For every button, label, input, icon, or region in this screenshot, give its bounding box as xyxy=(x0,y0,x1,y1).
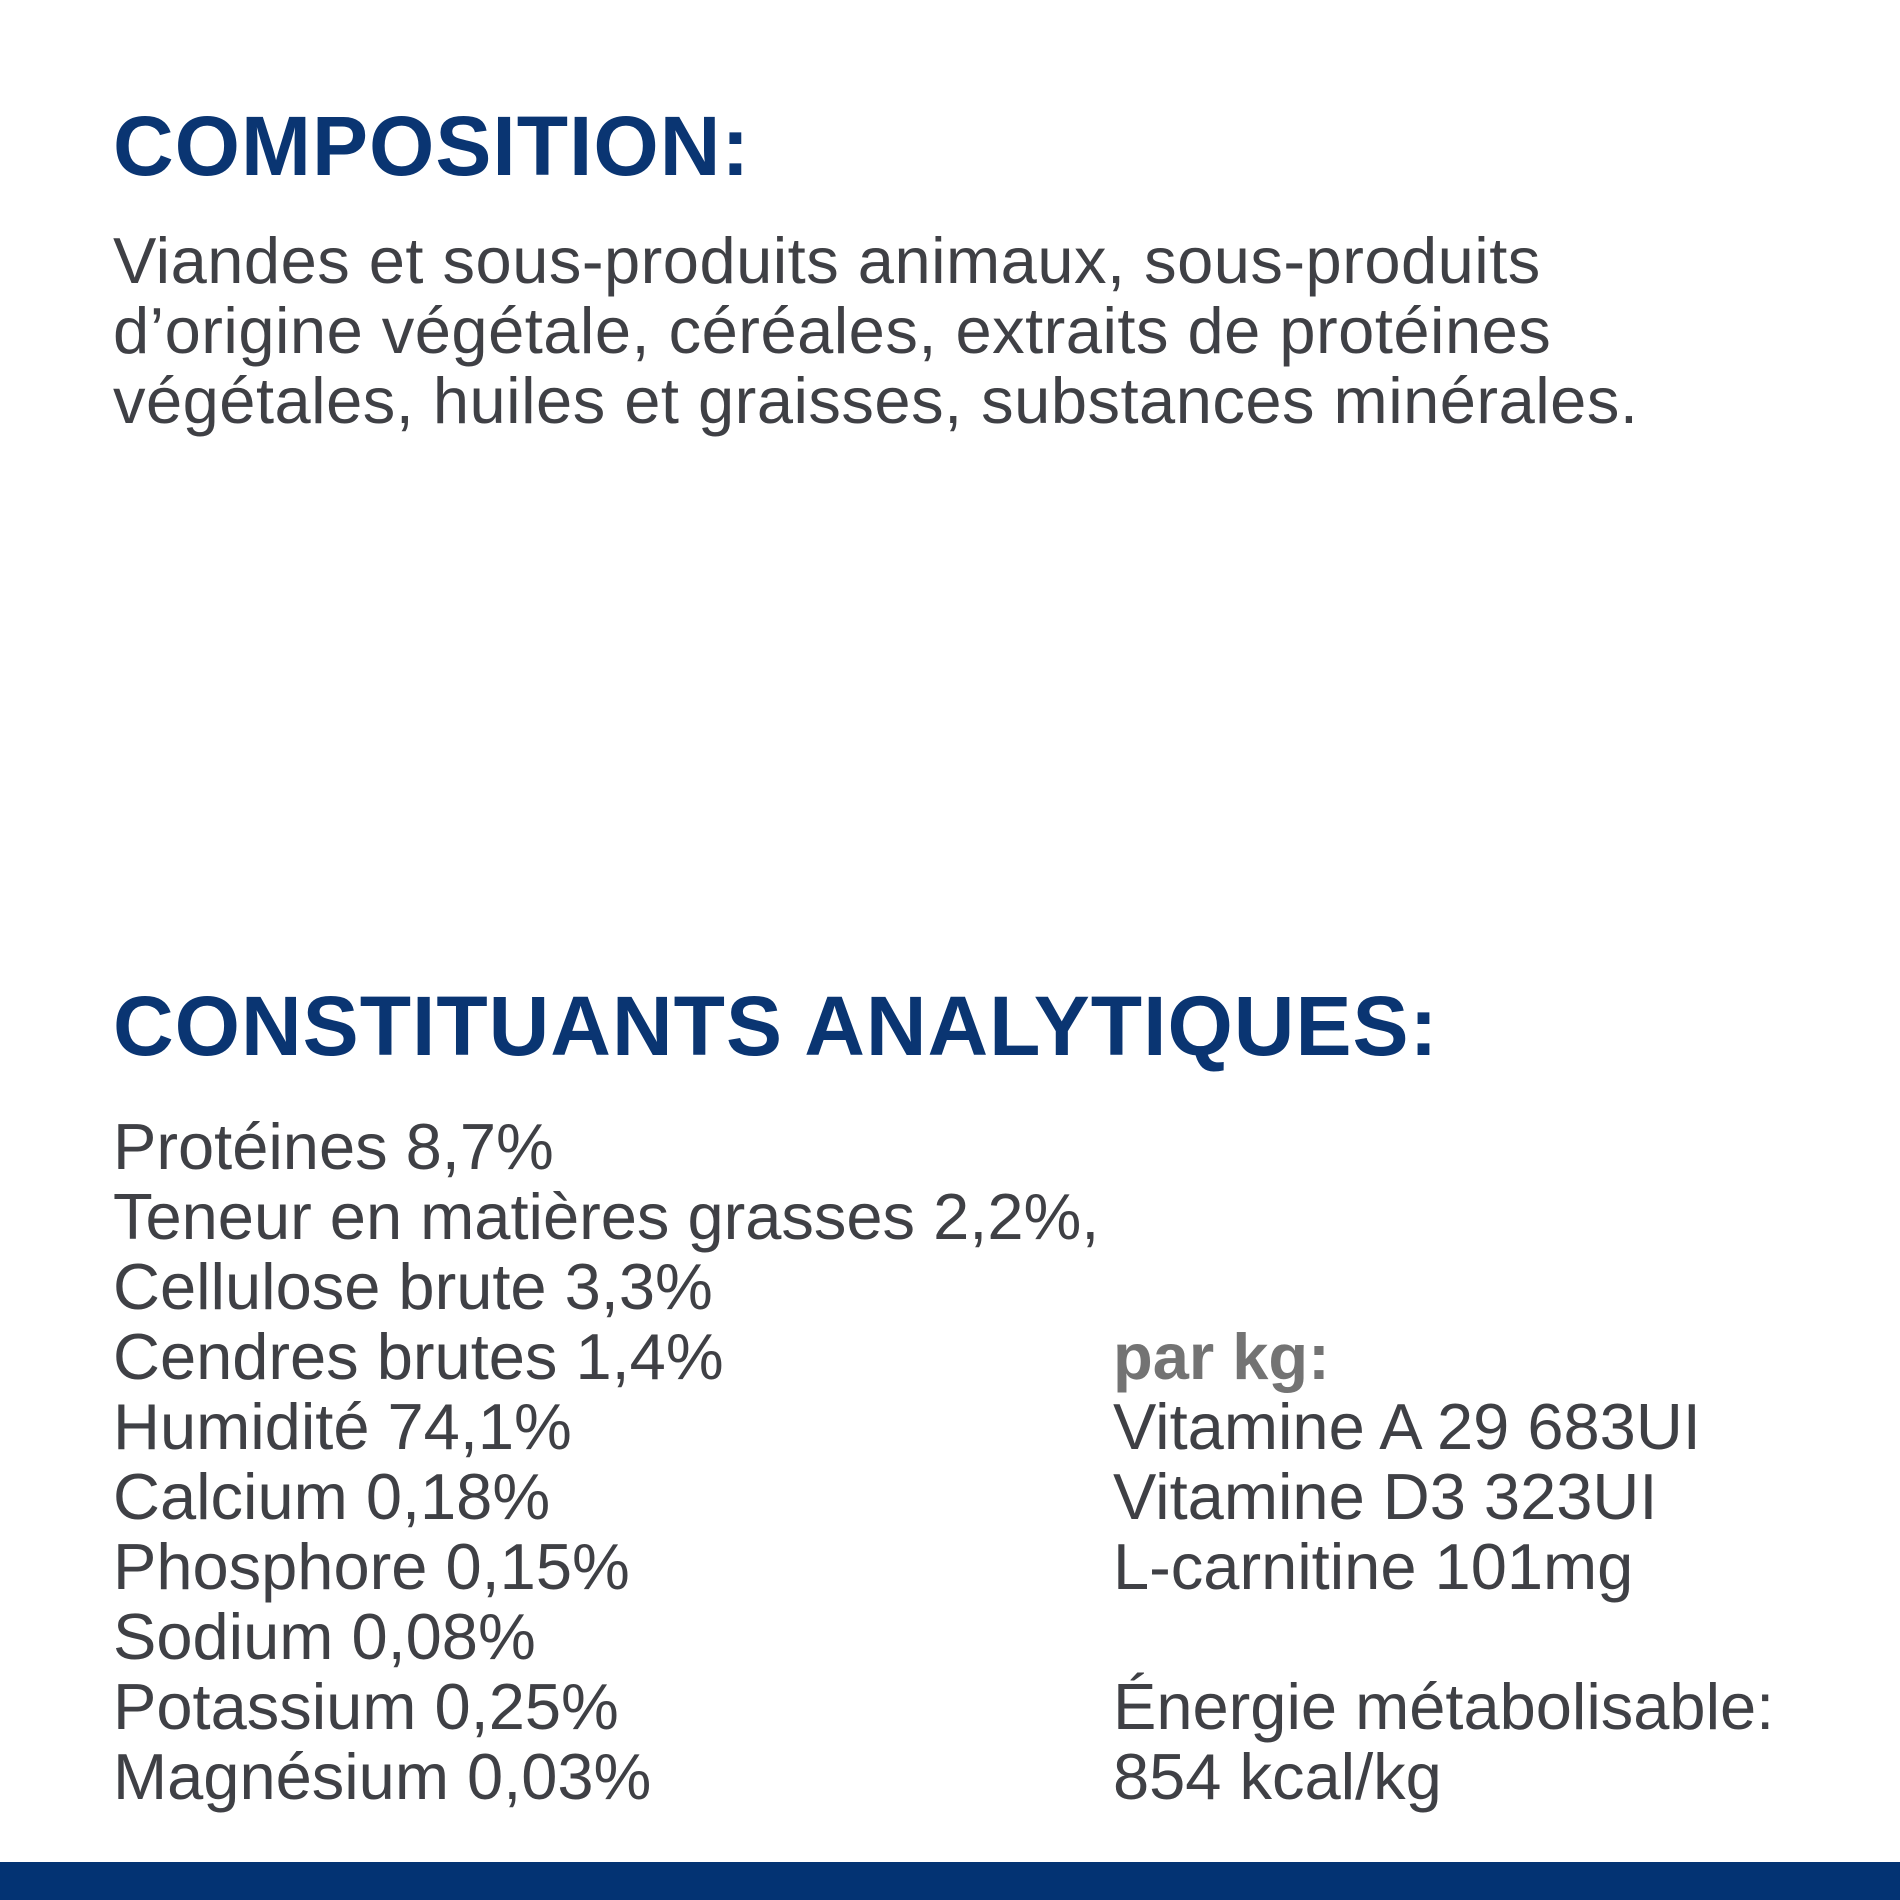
constituent-item: Teneur en matières grasses 2,2%, xyxy=(113,1180,1100,1253)
constituent-item: Cendres brutes 1,4% xyxy=(113,1320,724,1393)
per-kg-item: L-carnitine 101mg xyxy=(1113,1530,1634,1603)
spacer xyxy=(1113,1602,1774,1672)
per-kg-item: Vitamine D3 323UI xyxy=(1113,1460,1658,1533)
constituent-item: Protéines 8,7% xyxy=(113,1110,554,1183)
constituent-item: Calcium 0,18% xyxy=(113,1460,551,1533)
constituent-item: Phosphore 0,15% xyxy=(113,1530,630,1603)
per-kg-item: Vitamine A 29 683UI xyxy=(1113,1390,1701,1463)
per-kg-block xyxy=(1113,1322,1774,1812)
energy-value: 854 kcal/kg xyxy=(1113,1740,1442,1813)
composition-line: d’origine végétale, céréales, extraits de protéines xyxy=(113,294,1552,367)
analytical-constituents-heading: CONSTITUANTS ANALYTIQUES: xyxy=(113,979,1439,1073)
constituent-item: Magnésium 0,03% xyxy=(113,1740,652,1813)
analytical-constituents-list xyxy=(113,1112,1099,1812)
footer-bar xyxy=(0,1862,1900,1900)
energy-label: Énergie métabolisable: xyxy=(1113,1670,1775,1743)
composition-line: Viandes et sous-produits animaux, sous-produits xyxy=(113,224,1541,297)
constituent-item: Potassium 0,25% xyxy=(113,1670,619,1743)
composition-line: végétales, huiles et graisses, substances minérales. xyxy=(113,364,1639,437)
composition-heading: COMPOSITION: xyxy=(113,99,751,193)
constituent-item: Cellulose brute 3,3% xyxy=(113,1250,713,1323)
composition-text xyxy=(113,226,1638,436)
constituent-item: Sodium 0,08% xyxy=(113,1600,536,1673)
constituent-item: Humidité 74,1% xyxy=(113,1390,572,1463)
per-kg-label: par kg: xyxy=(1113,1320,1330,1393)
